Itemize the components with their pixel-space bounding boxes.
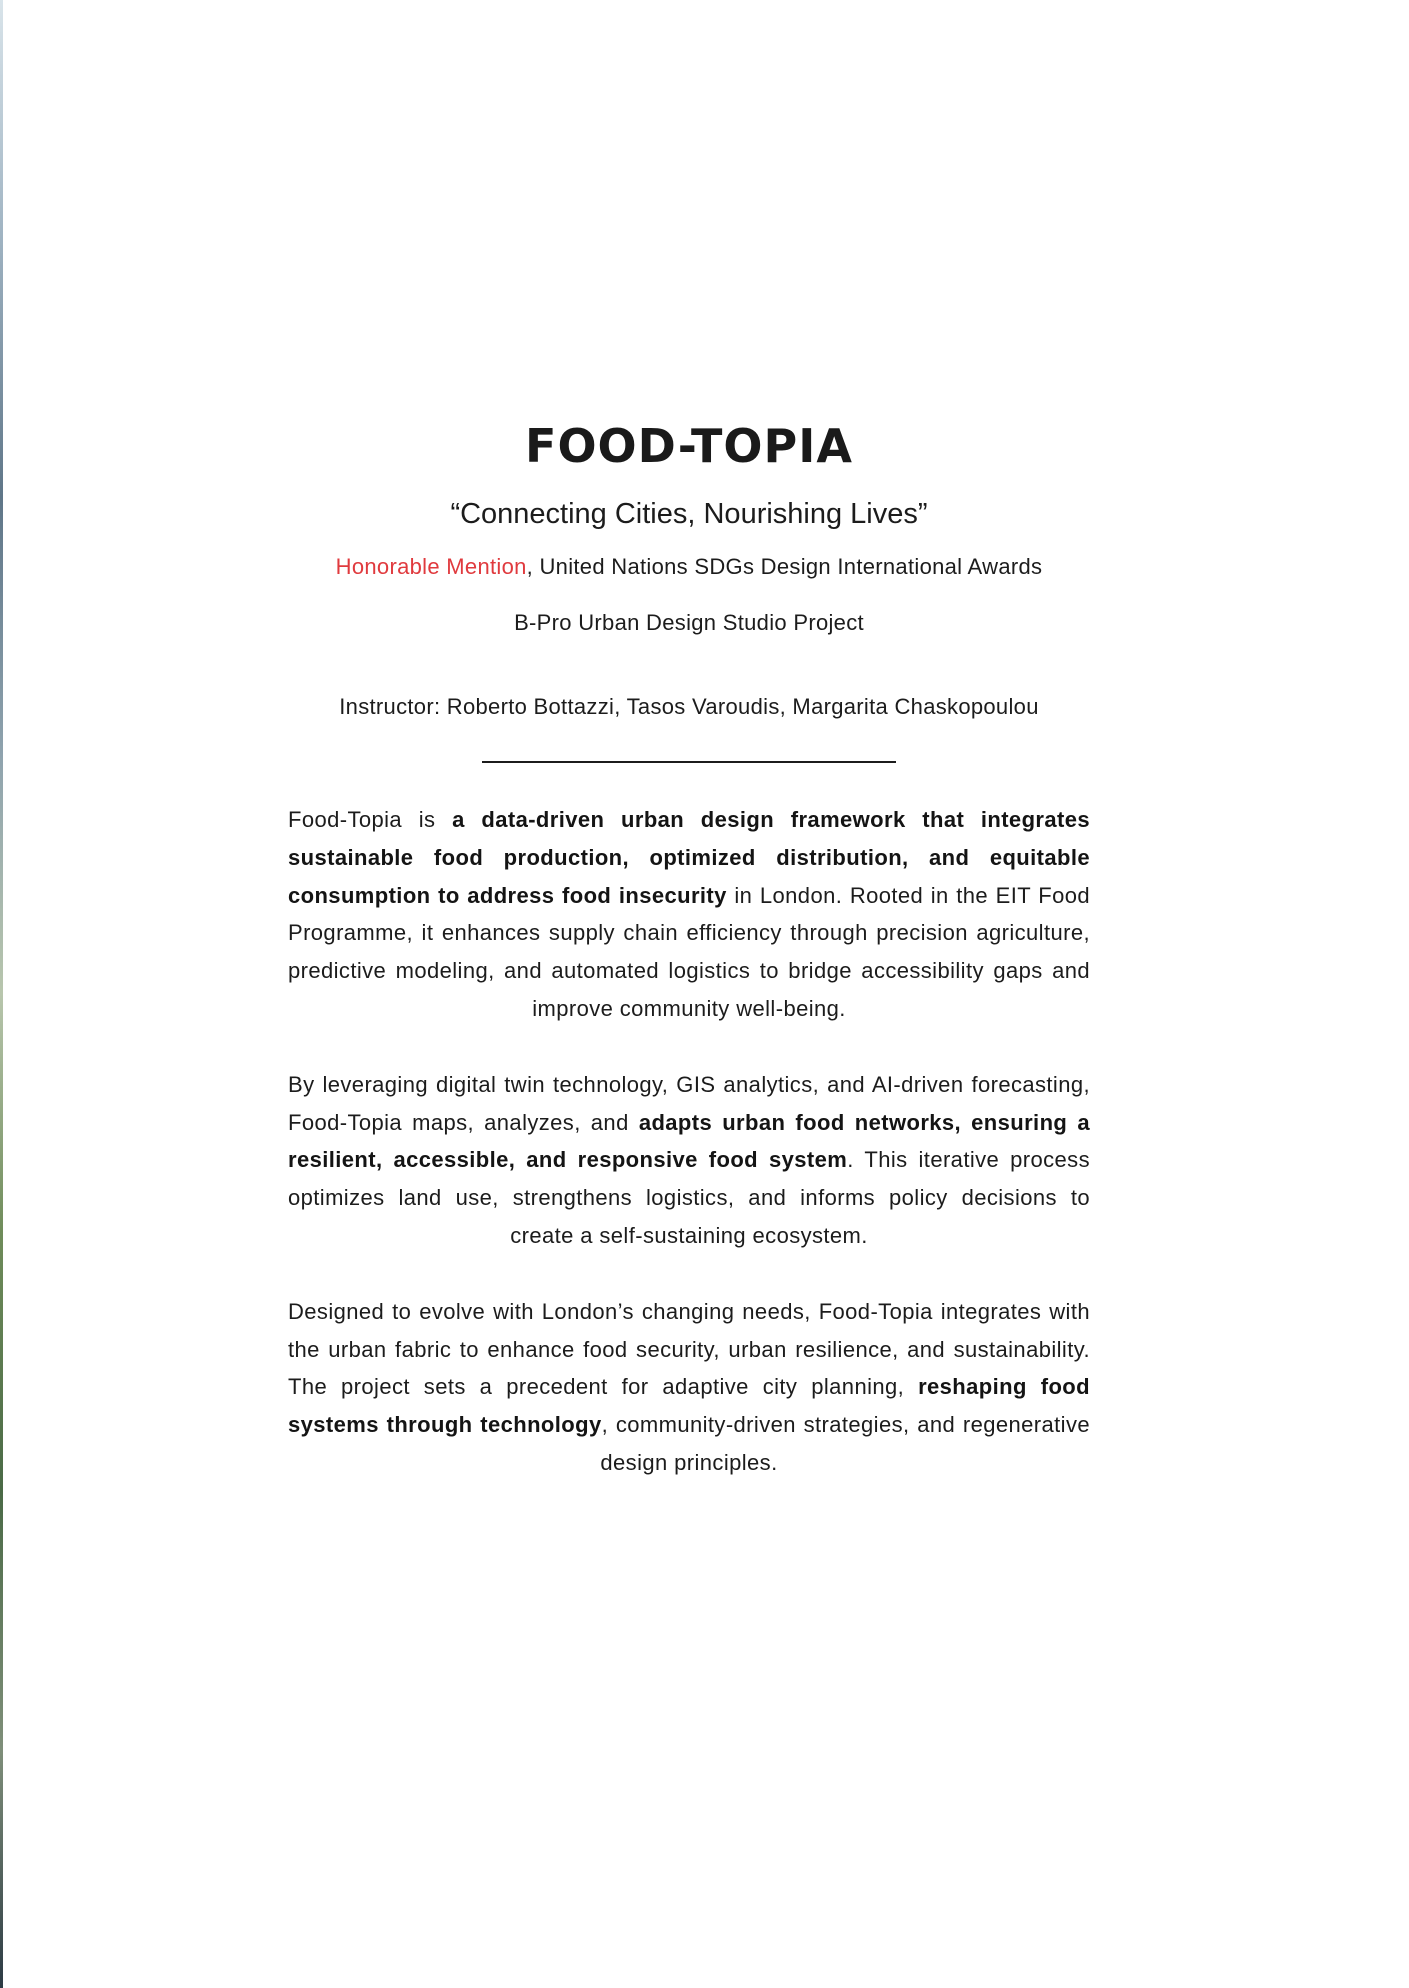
paragraph-3-bold-run: reshaping food systems through technology — [288, 1374, 1090, 1438]
paragraph-2-bold-run: adapts urban food networks, ensuring a resilient, accessible, and responsive food system — [288, 1109, 1090, 1173]
document-page — [288, 400, 1090, 1482]
studio-line: B-Pro Urban Design Studio Project — [514, 610, 864, 635]
paragraph-1 — [288, 801, 1090, 1028]
divider — [482, 761, 896, 763]
document-title: FOOD-TOPIA — [525, 419, 853, 473]
paragraph-1-run-1: Food-Topia is — [288, 807, 453, 832]
paragraph-1-bold-run: a data-driven urban design framework that integrates sustainable food production, optimized distribution, and equitable consumption to address food insecurity — [288, 807, 1090, 908]
paragraph-3-run-1: Designed to evolve with London’s changing needs, Food-Topia integrates with the urban fabric to enhance food security, urban resilience, and sustainability. The project sets a precedent for adaptive city planning, — [288, 1298, 1090, 1400]
award-line — [288, 552, 1090, 582]
paragraph-2-run-3: . This iterative process optimizes land use, strengthens logistics, and informs policy decisions to create a self-sustaining ecosystem. — [288, 1147, 1090, 1248]
page-edge-image-strip — [0, 0, 3, 1988]
award-highlight: Honorable Mention — [335, 554, 527, 579]
paragraph-3 — [288, 1293, 1090, 1482]
document-subtitle: “Connecting Cities, Nourishing Lives” — [450, 498, 928, 530]
award-text: , United Nations SDGs Design International Awards — [526, 554, 1043, 579]
paragraph-2 — [288, 1066, 1090, 1255]
instructor-line: Instructor: Roberto Bottazzi, Tasos Varoudis, Margarita Chaskopoulou — [339, 694, 1039, 719]
paragraph-1-run-3: in London. Rooted in the EIT Food Programme, it enhances supply chain efficiency through precision agriculture, predictive modeling, and automated logistics to bridge accessibility gaps and improve community well-being. — [288, 882, 1091, 1021]
paragraph-2-run-1: By leveraging digital twin technology, GIS analytics, and AI-driven forecasting, Food-Topia maps, analyzes, and — [288, 1071, 1090, 1135]
paragraph-3-run-3: , community-driven strategies, and regenerative design principles. — [600, 1412, 1091, 1475]
